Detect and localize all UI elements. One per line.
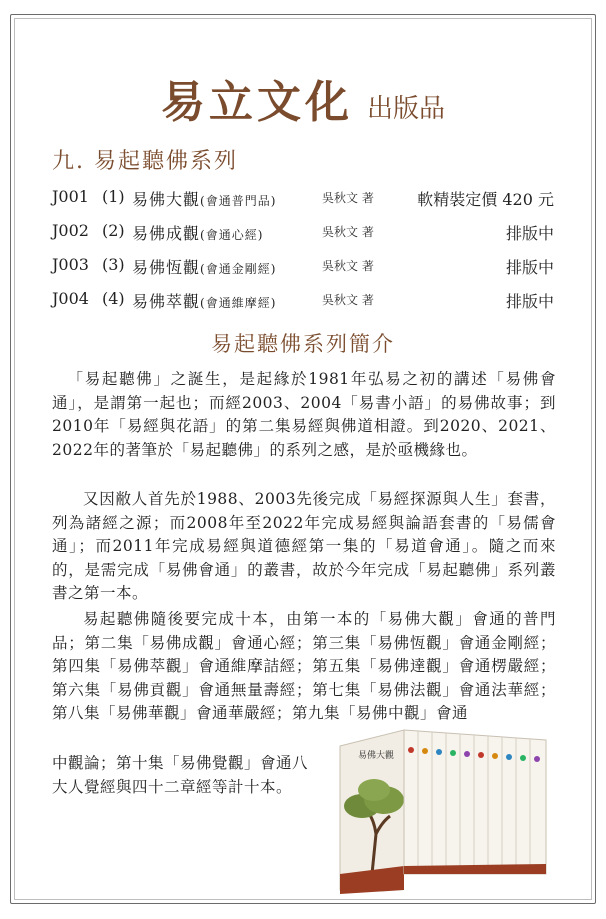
intro-paragraph: 又因敝人首先於1988、2003先後完成「易經探源與人生」套書，列為諸經之源；而2008年至2022年完成易經與論語套書的「易儒會通」；而2011年完成易經與道德經第一集的「易道會通」。隨之而來的，是需完成「易佛會通」的叢書，故於今年完成「易起聽佛」系列叢書之第一本。 [52,490,556,602]
book-title-wrap [132,255,276,278]
book-title-wrap [132,187,276,210]
book-row [52,187,554,215]
intro-title: 易起聽佛系列簡介 [211,332,395,356]
book-note: (會通維摩經) [200,296,277,310]
book-title: 易佛恆觀 [132,258,201,277]
brand-name: 易立文化 [160,77,353,128]
book-row [52,221,554,249]
book-title-wrap [132,221,263,244]
book-row [52,255,554,283]
book-title: 易佛萃觀 [132,292,201,311]
box-cover-title: 易佛大觀 [358,751,395,761]
book-number: (4) [102,289,125,308]
book-code: J002 [52,221,89,240]
book-title-wrap [132,289,276,312]
book-number: (1) [102,187,125,206]
book-author: 吳秋文 著 [322,259,374,273]
book-note: (會通心經) [200,228,264,242]
tree-canopy [358,779,390,801]
book-title: 易佛成觀 [132,224,201,243]
brand-subtitle: 出版品 [366,94,445,124]
intro-paragraph: 易起聽佛隨後要完成十本，由第一本的「易佛大觀」會通的普門品；第二集「易佛成觀」會通心經；第三集「易佛恆觀」會通金剛經；第四集「易佛萃觀」會通維摩詰經；第五集「易佛達觀」會通楞嚴經；第六集「易佛貢觀」會通無量壽經；第七集「易佛法觀」會通法華經；第八集「易佛華觀」會通華嚴經；第九集「易佛中觀」會通 [52,610,556,722]
book-note: (會通普門品) [200,194,277,208]
book-author: 吳秋文 著 [322,293,374,307]
book-author: 吳秋文 著 [322,225,374,239]
book-author: 吳秋文 著 [322,191,374,205]
book-status: 排版中 [505,224,554,243]
book-code: J003 [52,255,89,274]
book-status: 排版中 [505,292,554,311]
book-status: 排版中 [505,258,554,277]
book-number: (3) [102,255,125,274]
book-row [52,289,554,317]
book-title: 易佛大觀 [132,190,201,209]
section-title: 九. 易起聽佛系列 [52,149,238,174]
book-code: J001 [52,187,89,206]
box-set-image [332,724,554,894]
book-note: (會通金剛經) [200,262,277,276]
intro-paragraph: 「易起聽佛」之誕生，是起緣於1981年弘易之初的講述「易佛會通」，是謂第一起也；而經2003、2004「易書小語」的易佛故事；到2010年「易經與花語」的第二集易經與佛道相證。到2020、2021、2022年的著筆於「易起聽佛」的系列之感，是於亟機緣也。 [52,370,556,459]
book-status: 軟精裝定價 420 元 [417,190,554,209]
brand-header [0,66,606,130]
intro-paragraph: 中觀論；第十集「易佛覺觀」會通八大人覺經與四十二章經等計十本。 [52,754,309,796]
book-code: J004 [52,289,89,308]
book-number: (2) [102,221,125,240]
